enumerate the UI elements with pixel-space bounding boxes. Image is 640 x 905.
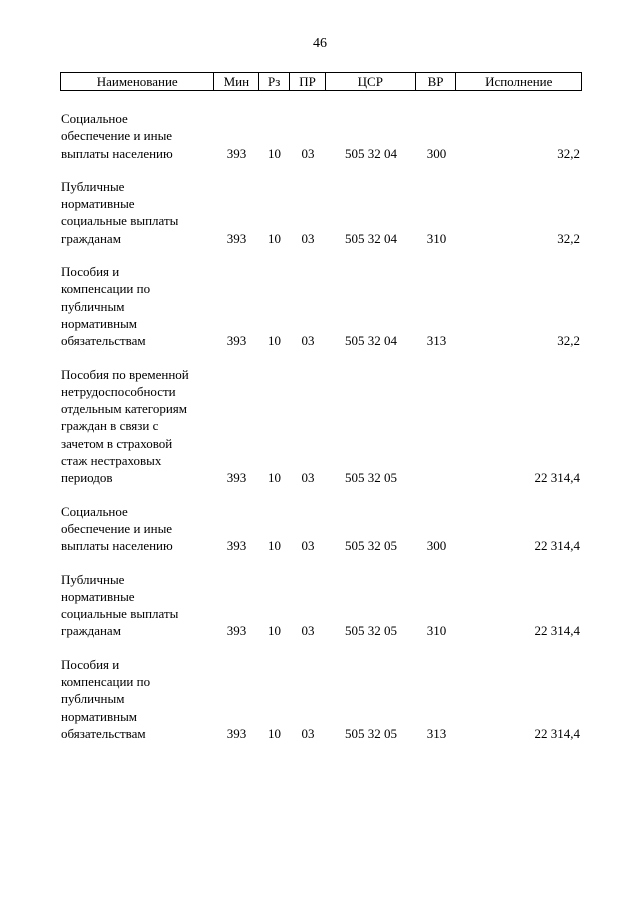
cell-exec: 22 314,4 <box>534 623 580 639</box>
cell-min: 393 <box>226 230 247 246</box>
table-header <box>60 72 582 91</box>
cell-vr: 310 <box>426 230 447 246</box>
cell-vr: 300 <box>426 538 447 554</box>
header-vr: ВР <box>416 73 457 90</box>
cell-name: Пособия и компенсации по публичным нормативным обязательствам <box>61 264 151 349</box>
cell-vr: 313 <box>426 333 447 349</box>
cell-min: 393 <box>226 470 247 486</box>
cell-csr: 505 32 04 <box>345 145 397 161</box>
cell-vr: 300 <box>426 145 447 161</box>
table-body <box>60 110 582 742</box>
header-exec: Исполнение <box>485 74 553 89</box>
cell-pr: 03 <box>301 145 315 161</box>
cell-csr: 505 32 05 <box>345 470 397 486</box>
cell-exec: 22 314,4 <box>534 470 580 486</box>
cell-pr: 03 <box>301 623 315 639</box>
cell-name: Пособия и компенсации по публичным нормативным обязательствам <box>61 656 151 741</box>
cell-min: 393 <box>226 538 247 554</box>
cell-vr: 313 <box>426 725 447 741</box>
header-pr: ПР <box>290 73 326 90</box>
cell-vr: 310 <box>426 623 447 639</box>
cell-min: 393 <box>226 623 247 639</box>
cell-name: Социальное обеспечение и иные выплаты населению <box>61 503 173 554</box>
cell-csr: 505 32 04 <box>345 230 397 246</box>
cell-rz: 10 <box>268 538 281 554</box>
cell-exec: 32,2 <box>557 230 580 246</box>
cell-rz: 10 <box>268 470 281 486</box>
cell-rz: 10 <box>268 145 281 161</box>
table-row <box>60 178 582 247</box>
table-row <box>60 263 582 349</box>
header-csr: ЦСР <box>326 73 416 90</box>
cell-pr: 03 <box>301 538 315 554</box>
cell-exec: 32,2 <box>557 145 580 161</box>
cell-name: Публичные нормативные социальные выплаты гражданам <box>61 178 179 246</box>
cell-csr: 505 32 04 <box>345 333 397 349</box>
budget-table <box>60 72 582 758</box>
cell-rz: 10 <box>268 230 281 246</box>
table-row <box>60 503 582 555</box>
cell-pr: 03 <box>301 470 315 486</box>
cell-min: 393 <box>226 333 247 349</box>
cell-rz: 10 <box>268 333 281 349</box>
header-name: Наименование <box>61 73 214 90</box>
header-min: Мин <box>214 73 259 90</box>
cell-pr: 03 <box>301 230 315 246</box>
cell-name: Публичные нормативные социальные выплаты гражданам <box>61 571 179 639</box>
cell-exec: 22 314,4 <box>534 538 580 554</box>
header-rz: Рз <box>259 73 290 90</box>
table-row <box>60 110 582 162</box>
cell-name: Пособия по временной нетрудоспособности отдельным категориям граждан в связи с зачетом в страховой стаж нестраховых периодов <box>61 366 189 486</box>
cell-rz: 10 <box>268 623 281 639</box>
page-number: 46 <box>313 36 327 51</box>
cell-csr: 505 32 05 <box>345 538 397 554</box>
cell-rz: 10 <box>268 725 281 741</box>
cell-exec: 32,2 <box>557 333 580 349</box>
cell-min: 393 <box>226 725 247 741</box>
cell-min: 393 <box>226 145 247 161</box>
table-row <box>60 656 582 742</box>
table-row <box>60 366 582 487</box>
cell-csr: 505 32 05 <box>345 725 397 741</box>
cell-pr: 03 <box>301 333 315 349</box>
table-row <box>60 571 582 640</box>
cell-csr: 505 32 05 <box>345 623 397 639</box>
cell-exec: 22 314,4 <box>534 725 580 741</box>
cell-pr: 03 <box>301 725 315 741</box>
cell-name: Социальное обеспечение и иные выплаты населению <box>61 111 173 161</box>
